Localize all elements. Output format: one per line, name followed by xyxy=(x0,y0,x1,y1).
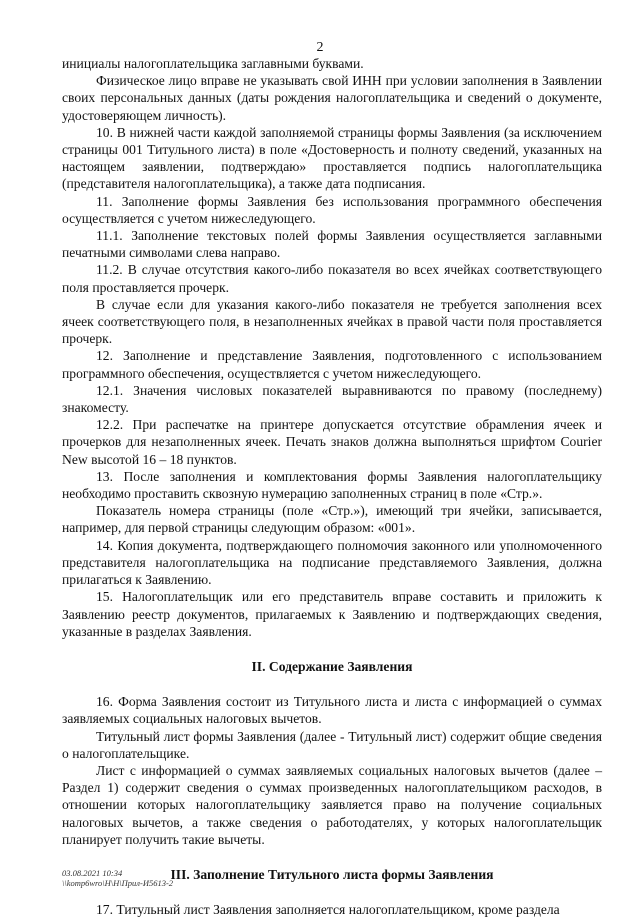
paragraph: инициалы налогоплательщика заглавными буквами. xyxy=(62,56,364,71)
footer-file-path: \\komp6wro\Н\Н\Прил-И5613-2 xyxy=(62,878,174,888)
paragraph: 12.1. Значения числовых показателей выравниваются по правому (последнему) знакоместу. xyxy=(62,382,602,416)
footer-timestamp: 03.08.2021 10:34 xyxy=(62,868,123,878)
document-body xyxy=(62,55,602,918)
paragraph: 17. Титульный лист Заявления заполняется налогоплательщиком, кроме раздела xyxy=(96,902,560,918)
paragraph: Физическое лицо вправе не указывать свой ИНН при условии заполнения в Заявлении своих персональных данных (даты рождения налогоплательщика и сведений о документе, удостоверяющем личность). xyxy=(62,73,602,123)
paragraph: 15. Налогоплательщик или его представитель вправе составить и приложить к Заявлению реестр документов, прилагаемых к Заявлению и подтверждающих сведения, указанные в разделах Заявления. xyxy=(62,589,602,639)
paragraph: 12. Заполнение и представление Заявления, подготовленного с использованием программного обеспечения, осуществляется с учетом нижеследующего. xyxy=(62,348,602,381)
footer-stamp xyxy=(62,868,173,888)
paragraph: 11.1. Заполнение текстовых полей формы Заявления осуществляется заглавными печатными символами слева направо. xyxy=(62,228,602,261)
paragraph: Титульный лист формы Заявления (далее - Титульный лист) содержит общие сведения о налогоплательщике. xyxy=(62,728,602,761)
paragraph: 11.2. В случае отсутствия какого-либо показателя во всех ячейках соответствующего поля проставляется прочерк. xyxy=(62,262,602,295)
paragraph: 14. Копия документа, подтверждающего полномочия законного или уполномоченного представителя налогоплательщика на подписание представляемого Заявления, должна прилагаться к Заявлению. xyxy=(62,537,602,588)
page-number: 2 xyxy=(316,40,324,55)
paragraph: В случае если для указания какого-либо показателя не требуется заполнения всех ячеек соответствующего поля, в незаполненных ячейках в правой части поля проставляется прочерк. xyxy=(62,296,602,347)
paragraph: 16. Форма Заявления состоит из Титульного листа и листа с информацией о суммах заявляемых социальных налоговых вычетов. xyxy=(62,694,602,727)
paragraph: 12.2. При распечатке на принтере допускается отсутствие обрамления ячеек и прочерков для незаполненных ячеек. Печать знаков должна выполняться шрифтом Courier New высотой 16 – 18 пунктов. xyxy=(62,417,602,467)
section-heading: III. Заполнение Титульного листа формы Заявления xyxy=(170,866,494,882)
paragraph: Показатель номера страницы (поле «Стр.»), имеющий три ячейки, записывается, например, для первой страницы следующим образом: «001». xyxy=(62,503,602,536)
paragraph: 13. После заполнения и комплектования формы Заявления налогоплательщику необходимо проставить сквозную нумерацию заполненных страниц в поле «Стр.». xyxy=(62,468,602,502)
section-heading: II. Содержание Заявления xyxy=(251,658,413,674)
paragraph: 11. Заполнение формы Заявления без использования программного обеспечения осуществляется с учетом нижеследующего. xyxy=(62,193,602,226)
paragraph: 10. В нижней части каждой заполняемой страницы формы Заявления (за исключением страницы 001 Титульного листа) в поле «Достоверность и полноту сведений, указанных на настоящем заявлении, подтверждаю» проставляется подпись налогоплательщика (представителя налогоплательщика), а также дата подписания. xyxy=(62,124,602,192)
paragraph: Лист с информацией о суммах заявляемых социальных налоговых вычетов (далее – Раздел 1) содержит сведения о суммах произведенных налогоплательщиком расходов, в отношении которых налогоплательщику заявляется право на получение социальных налоговых вычетов, а также сведения о работодателях, у которых налогоплательщик планирует получить такие вычеты. xyxy=(62,762,602,847)
